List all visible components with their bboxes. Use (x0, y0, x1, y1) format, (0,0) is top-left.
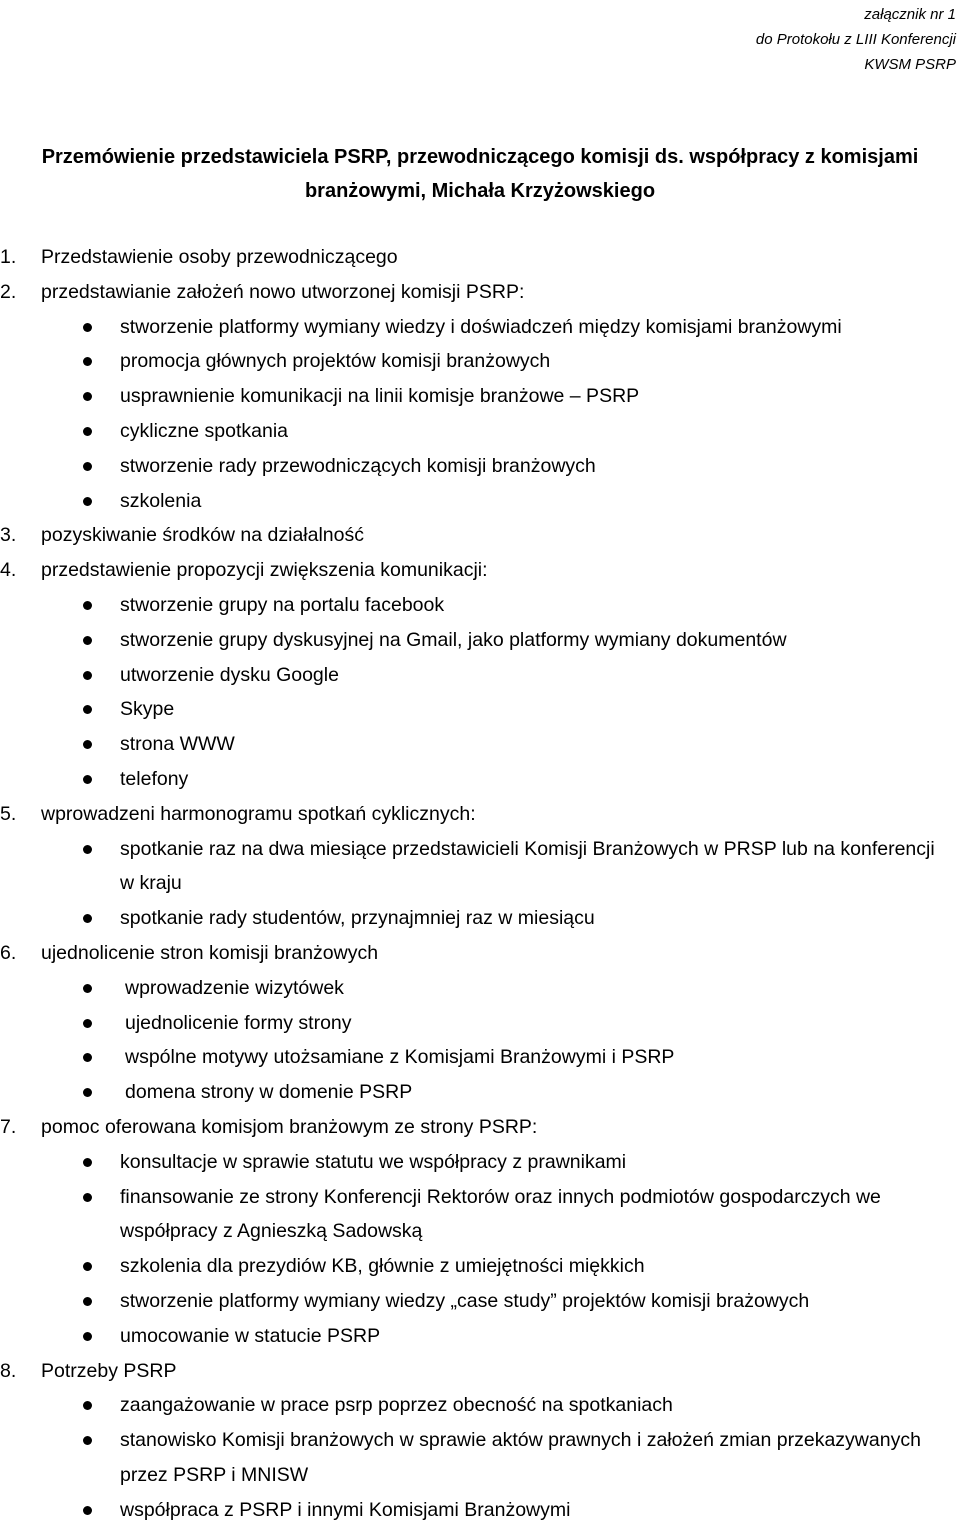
list-item (0, 1493, 960, 1527)
bullet-icon (83, 601, 92, 610)
bullet-icon (83, 1193, 92, 1202)
bullet-icon (83, 984, 92, 993)
bullet-icon (83, 1262, 92, 1271)
bullet-icon (83, 323, 92, 332)
list-item (0, 971, 960, 1006)
list-item (0, 1249, 960, 1284)
list-item-text: zaangażowanie w prace psrp poprzez obecność na spotkaniach (120, 1394, 673, 1416)
attachment-note-line: do Protokołu z LIII Konferencji (756, 27, 956, 52)
attachment-note-line: załącznik nr 1 (756, 2, 956, 27)
bullet-list (0, 310, 960, 519)
bullet-list (0, 588, 960, 797)
section-5 (0, 797, 960, 936)
list-item-text: stworzenie platformy wymiany wiedzy i doświadczeń między komisjami branżowymi (120, 316, 842, 338)
section-4 (0, 553, 960, 797)
bullet-icon (83, 775, 92, 784)
bullet-icon (83, 845, 92, 854)
section-heading (0, 936, 960, 971)
list-item (0, 1040, 960, 1075)
bullet-icon (83, 914, 92, 923)
section-number: 4. (0, 553, 16, 588)
list-item (0, 901, 960, 936)
list-item-text: współpraca z PSRP i innymi Komisjami Branżowymi (120, 1499, 570, 1521)
attachment-note-line: KWSM PSRP (756, 52, 956, 77)
document-title-line: Przemówienie przedstawiciela PSRP, przewodniczącego komisji ds. współpracy z komisjami (0, 140, 960, 174)
list-item-text: wspólne motywy utożsamiane z Komisjami Branżowymi i PSRP (125, 1046, 674, 1068)
bullet-icon (83, 1332, 92, 1341)
bullet-icon (83, 392, 92, 401)
list-item (0, 1180, 960, 1250)
bullet-icon (83, 1019, 92, 1028)
list-item-text: telefony (120, 768, 188, 790)
bullet-icon (83, 636, 92, 645)
list-item-text: cykliczne spotkania (120, 420, 288, 442)
bullet-icon (83, 1436, 92, 1445)
list-item (0, 344, 960, 379)
list-item (0, 1388, 960, 1423)
section-number: 7. (0, 1110, 16, 1145)
section-7 (0, 1110, 960, 1354)
list-item-text: spotkanie rady studentów, przynajmniej raz w miesiącu (120, 907, 595, 929)
list-item-text: wprowadzenie wizytówek (125, 977, 344, 999)
bullet-icon (83, 427, 92, 436)
section-text: wprowadzeni harmonogramu spotkań cyklicznych: (41, 803, 476, 825)
list-item (0, 1006, 960, 1041)
list-item-text: finansowanie ze strony Konferencji Rektorów oraz innych podmiotów gospodarczych we współpracy z Agnieszką Sadowską (120, 1186, 881, 1243)
list-item (0, 1423, 960, 1493)
bullet-icon (83, 1297, 92, 1306)
section-heading (0, 1354, 960, 1389)
section-number: 3. (0, 518, 16, 553)
list-item-text: stworzenie rady przewodniczących komisji branżowych (120, 455, 596, 477)
list-item (0, 762, 960, 797)
list-item-text: utworzenie dysku Google (120, 664, 339, 686)
bullet-list (0, 832, 960, 936)
bullet-icon (83, 671, 92, 680)
list-item-text: promocja głównych projektów komisji branżowych (120, 350, 550, 372)
bullet-icon (83, 1053, 92, 1062)
list-item (0, 623, 960, 658)
bullet-icon (83, 740, 92, 749)
document-title-line: branżowymi, Michała Krzyżowskiego (0, 174, 960, 208)
list-item-text: spotkanie raz na dwa miesiące przedstawicieli Komisji Branżowych w PRSP lub na konferencji w kraju (120, 838, 935, 895)
section-heading (0, 797, 960, 832)
list-item-text: stworzenie platformy wymiany wiedzy „case study” projektów komisji brażowych (120, 1290, 809, 1312)
list-item-text: stanowisko Komisji branżowych w sprawie aktów prawnych i założeń zmian przekazywanych przez PSRP i MNISW (120, 1429, 921, 1486)
bullet-icon (83, 497, 92, 506)
section-heading (0, 518, 960, 553)
document-body (0, 240, 960, 1527)
bullet-icon (83, 1506, 92, 1515)
list-item (0, 588, 960, 623)
list-item-text: umocowanie w statucie PSRP (120, 1325, 380, 1347)
section-number: 5. (0, 797, 16, 832)
section-number: 1. (0, 240, 16, 275)
section-heading (0, 240, 960, 275)
section-text: Potrzeby PSRP (41, 1360, 176, 1382)
bullet-icon (83, 705, 92, 714)
section-heading (0, 1110, 960, 1145)
bullet-list (0, 971, 960, 1110)
list-item-text: szkolenia (120, 490, 201, 512)
section-1 (0, 240, 960, 275)
list-item (0, 658, 960, 693)
list-item (0, 379, 960, 414)
list-item-text: usprawnienie komunikacji na linii komisje branżowe – PSRP (120, 385, 639, 407)
list-item (0, 832, 960, 902)
list-item-text: stworzenie grupy dyskusyjnej na Gmail, jako platformy wymiany dokumentów (120, 629, 787, 651)
section-3 (0, 518, 960, 553)
section-text: Przedstawienie osoby przewodniczącego (41, 246, 398, 268)
list-item (0, 449, 960, 484)
list-item-text: strona WWW (120, 733, 235, 755)
bullet-icon (83, 1401, 92, 1410)
list-item (0, 414, 960, 449)
list-item-text: ujednolicenie formy strony (125, 1012, 352, 1034)
bullet-list (0, 1388, 960, 1527)
list-item (0, 310, 960, 345)
section-number: 8. (0, 1354, 16, 1389)
bullet-icon (83, 357, 92, 366)
attachment-note (756, 2, 956, 77)
section-number: 6. (0, 936, 16, 971)
list-item (0, 484, 960, 519)
list-item-text: szkolenia dla prezydiów KB, głównie z umiejętności miękkich (120, 1255, 645, 1277)
section-text: ujednolicenie stron komisji branżowych (41, 942, 378, 964)
section-8 (0, 1354, 960, 1527)
bullet-icon (83, 1088, 92, 1097)
section-number: 2. (0, 275, 16, 310)
list-item-text: Skype (120, 698, 174, 720)
section-heading (0, 275, 960, 310)
list-item (0, 1145, 960, 1180)
section-2 (0, 275, 960, 519)
section-6 (0, 936, 960, 1110)
bullet-list (0, 1145, 960, 1354)
bullet-icon (83, 462, 92, 471)
list-item (0, 1319, 960, 1354)
list-item-text: domena strony w domenie PSRP (125, 1081, 412, 1103)
section-text: pomoc oferowana komisjom branżowym ze strony PSRP: (41, 1116, 537, 1138)
list-item-text: konsultacje w sprawie statutu we współpracy z prawnikami (120, 1151, 626, 1173)
document-title (0, 140, 960, 208)
list-item (0, 727, 960, 762)
section-text: pozyskiwanie środków na działalność (41, 524, 364, 546)
section-text: przedstawienie propozycji zwiększenia komunikacji: (41, 559, 488, 581)
bullet-icon (83, 1158, 92, 1167)
section-text: przedstawianie założeń nowo utworzonej komisji PSRP: (41, 281, 524, 303)
section-heading (0, 553, 960, 588)
list-item (0, 692, 960, 727)
list-item (0, 1075, 960, 1110)
list-item (0, 1284, 960, 1319)
list-item-text: stworzenie grupy na portalu facebook (120, 594, 444, 616)
